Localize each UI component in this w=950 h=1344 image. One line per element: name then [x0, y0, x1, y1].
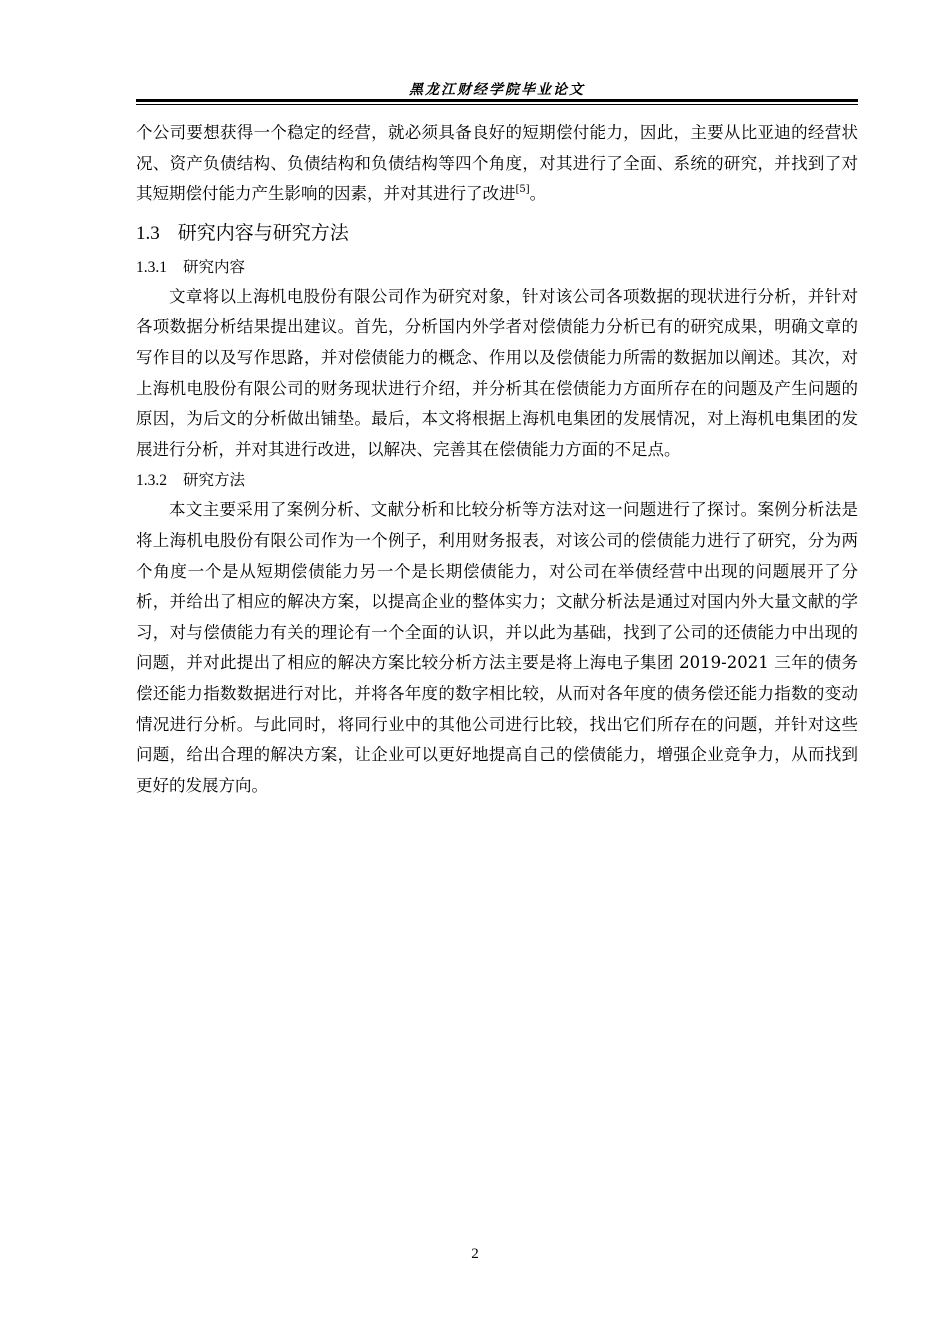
intro-paragraph	[136, 118, 858, 210]
intro-text: 个公司要想获得一个稳定的经营，就必须具备良好的短期偿付能力，因此，主要从比亚迪的经营状况、资产负债结构、负债结构和负债结构等四个角度，对其进行了全面、系统的研究，并找到了对其短期偿付能力产生影响的因素，并对其进行了改进	[136, 123, 858, 204]
subsection-heading-content	[136, 252, 858, 282]
subsection-number: 1.3.2	[136, 472, 167, 490]
section-number: 1.3	[136, 222, 160, 244]
subsection-title: 研究方法	[183, 471, 246, 490]
research-content-paragraph: 文章将以上海机电股份有限公司作为研究对象，针对该公司各项数据的现状进行分析，并针对各项数据分析结果提出建议。首先，分析国内外学者对偿债能力分析已有的研究成果，明确文章的写作目的以及写作思路，并对偿债能力的概念、作用以及偿债能力所需的数据加以阐述。其次，对上海机电股份有限公司的财务现状进行介绍，并分析其在偿债能力方面所存在的问题及产生问题的原因，为后文的分析做出铺垫。最后，本文将根据上海机电集团的发展情况，对上海机电集团的发展进行分析，并对其进行改进，以解决、完善其在偿债能力方面的不足点。	[136, 286, 858, 459]
intro-end: 。	[529, 184, 547, 204]
section-heading	[136, 218, 858, 252]
header-rule-thick	[136, 99, 858, 102]
page-number: 2	[471, 1246, 479, 1262]
page-body	[136, 118, 858, 801]
header-rule-thin	[136, 104, 858, 105]
running-header-title: 黑龙江财经学院毕业论文	[409, 82, 585, 98]
citation-marker: [5]	[515, 184, 530, 196]
research-methods-paragraph: 本文主要采用了案例分析、文献分析和比较分析等方法对这一问题进行了探讨。案例分析法是将上海机电股份有限公司作为一个例子，利用财务报表，对该公司的偿债能力进行了研究，分为两个角度一个是从短期偿债能力另一个是长期偿债能力，对公司在举债经营中出现的问题展开了分析，并给出了相应的解决方案，以提高企业的整体实力；文献分析法是通过对国内外大量文献的学习，对与偿债能力有关的理论有一个全面的认识，并以此为基础，找到了公司的还债能力中出现的问题，并对此提出了相应的解决方案比较分析方法主要是将上海电子集团 2019-2021 三年的债务偿还能力指数数据进行对比，并将各年度的数字相比较，从而对各年度的债务偿还能力指数的变动情况进行分析。与此同时，将同行业中的其他公司进行比较，找出它们所存在的问题，并针对这些问题，给出合理的解决方案，让企业可以更好地提高自己的偿债能力，增强企业竞争力，从而找到更好的发展方向。	[136, 500, 858, 795]
subsection-title: 研究内容	[183, 257, 246, 276]
subsection-heading-methods	[136, 465, 858, 495]
subsection-number: 1.3.1	[136, 258, 167, 276]
section-title: 研究内容与研究方法	[177, 221, 349, 244]
